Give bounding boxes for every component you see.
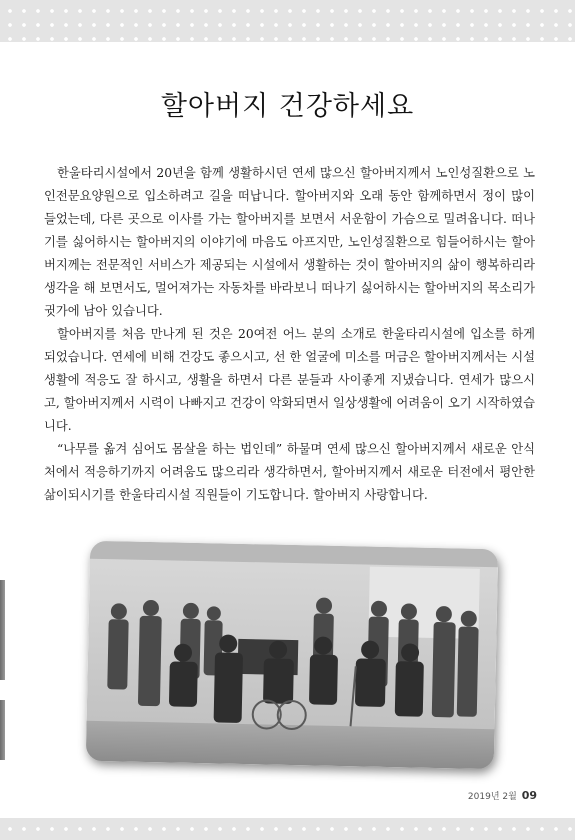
issue-date: 2019년 2월	[467, 792, 517, 802]
paragraph-3: “나무를 옮겨 심어도 몸살을 하는 법인데” 하물며 연세 많으신 할아버지께서 새로운 안식처에서 적응하기까지 어려움도 많으리라 생각하면서, 할아버지께서 새로운 터전에서 평안한 삶이되시기를 한울타리시설 직원들이 기도합니다. 할아버지 사랑합니다.	[44, 442, 535, 502]
group-photo	[86, 541, 499, 769]
left-edge-photo-strip-2	[0, 700, 5, 760]
paragraph-2: 할아버지를 처음 만나게 된 것은 20여전 어느 분의 소개로 한울타리시설에 입소를 하게 되었습니다. 연세에 비해 건강도 좋으시고, 선 한 얼굴에 미소를 머금은 할아버지께서는 시설생활에 적응도 잘 하시고, 생활을 하면서 다른 분들과 사이좋게 지냈습니다. 연세가 많으시고, 할아버지께서 시력이 나빠지고 건강이 악화되면서 일상생활에 어려움이 오기 시작하였습니다.	[44, 327, 535, 433]
page-footer	[468, 789, 537, 802]
page-number: 09	[521, 789, 537, 802]
top-dotted-band	[0, 0, 575, 42]
paragraph-1: 한울타리시설에서 20년을 함께 생활하시던 연세 많으신 할아버지께서 노인성질환으로 노인전문요양원으로 입소하려고 길을 떠납니다. 할아버지와 오래 동안 함께하면서 정이 많이 들었는데, 다른 곳으로 이사를 가는 할아버지를 보면서 서운함이 가슴으로 밀려옵니다. 떠나기를 싫어하시는 할아버지의 이야기에 마음도 아프지만, 노인성질환으로 힘들어하시는 할아버지께는 전문적인 서비스가 제공되는 시설에서 생활하는 것이 할아버지의 삶이 행복하리라 생각을 해 보면서도, 멀어져가는 자동차를 바라보니 떠나기 싫어하시는 할아버지의 목소리가 귓가에 남아 있습니다.	[44, 166, 535, 318]
article-title: 할아버지 건강하세요	[160, 91, 415, 123]
article-body	[44, 162, 535, 507]
bottom-dotted-band	[0, 818, 575, 840]
left-edge-photo-strip	[0, 580, 5, 680]
group-photo-image	[86, 541, 499, 769]
